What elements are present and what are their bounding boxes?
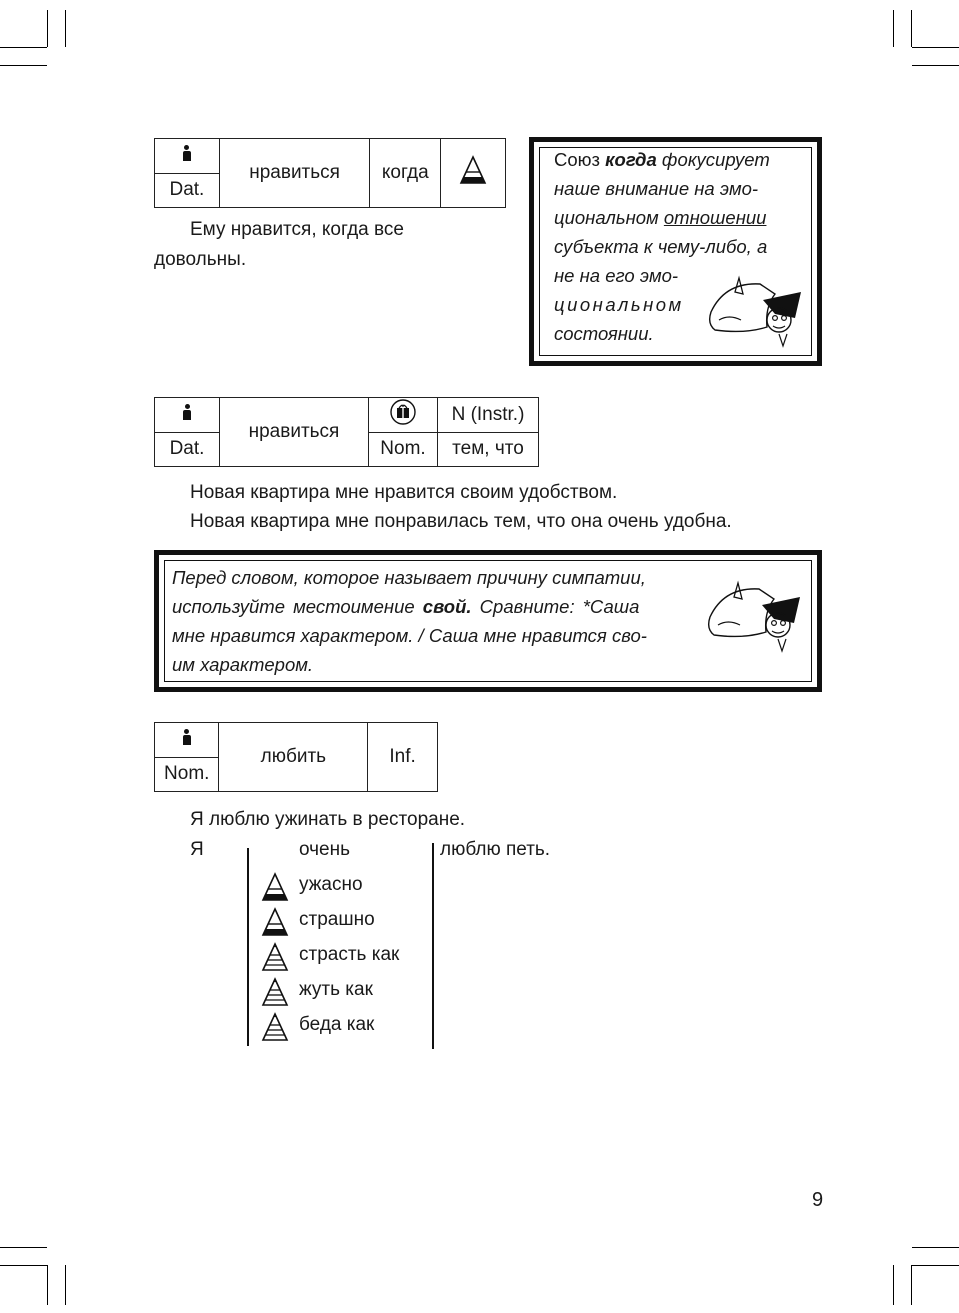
- note-1-keyword: когда: [605, 149, 657, 170]
- person-icon: [183, 404, 191, 420]
- page-number: 9: [812, 1189, 824, 1211]
- note-1-l4: субъекта к чему-либо, а: [554, 236, 768, 257]
- person-icon: [183, 145, 191, 161]
- example-3: Я люблю ужинать в ресторане.: [190, 809, 466, 830]
- note-1-l7: состоянии.: [554, 323, 654, 344]
- crop-mark: [65, 10, 66, 47]
- example-2-line-1: Новая квартира мне нравится своим удобством.: [190, 482, 618, 503]
- note-1-l6: циональном: [554, 294, 684, 315]
- construction-table-1: [154, 138, 506, 208]
- scheme-right-bracket: [432, 843, 434, 1049]
- person-cell: [155, 723, 219, 758]
- adverb-item: страсть как: [299, 944, 400, 965]
- dat-cell: Dat.: [155, 432, 220, 467]
- crop-mark: [0, 1265, 47, 1266]
- crop-mark: [912, 47, 959, 48]
- note-1-l5: не на его эмо-: [554, 265, 679, 286]
- note-1-l3a: циональном: [554, 207, 664, 228]
- verb-cell: нравиться: [219, 139, 370, 208]
- crop-mark: [912, 1265, 959, 1266]
- professor-icon: [704, 577, 804, 657]
- crop-mark: [65, 1265, 66, 1305]
- scheme-left-bracket: [247, 848, 249, 1046]
- emotion-cell: [441, 139, 506, 208]
- note-1-l1c: фокусирует: [656, 149, 770, 170]
- crop-mark: [0, 1247, 47, 1248]
- note-2-text: [172, 563, 696, 679]
- inf-cell: Inf.: [368, 723, 438, 792]
- note-2-l2c: Сравните: *Саша: [471, 596, 640, 617]
- example-1-line-1: Ему нравится, когда все: [190, 219, 404, 240]
- tem-cell: тем, что: [438, 432, 539, 467]
- professor-icon: [705, 272, 805, 352]
- crop-mark: [912, 1247, 959, 1248]
- nom-cell: Nom.: [369, 432, 438, 467]
- crop-mark: [912, 65, 959, 66]
- gift-icon: [390, 399, 416, 425]
- note-1-l3b: отношении: [663, 207, 767, 228]
- crop-mark: [47, 1265, 48, 1305]
- note-2-l4: им характером.: [172, 654, 314, 675]
- adverb-item: жуть как: [299, 979, 373, 1000]
- nom-cell: Nom.: [155, 757, 219, 792]
- emotion-scale-icon-high: [261, 907, 289, 937]
- note-2-l3: мне нравится характером. / Саша мне нравится сво-: [172, 625, 647, 646]
- crop-mark: [893, 1265, 894, 1305]
- emotion-scale-icon: [261, 942, 289, 972]
- crop-mark: [911, 10, 912, 47]
- adverb-item: ужасно: [299, 874, 363, 895]
- adverb-item: беда как: [299, 1014, 375, 1035]
- note-2-l2a: используйте местоимение: [172, 596, 423, 617]
- verb-cell: любить: [219, 723, 368, 792]
- thing-cell: [369, 398, 438, 433]
- adverb-item: страшно: [299, 909, 375, 930]
- scheme-predicate: люблю петь.: [440, 839, 551, 860]
- crop-mark: [0, 65, 47, 66]
- note-2-keyword: свой.: [422, 596, 472, 617]
- emotion-scale-icon: [459, 155, 487, 185]
- emotion-scale-icon: [261, 1012, 289, 1042]
- adverb-item: очень: [299, 839, 351, 860]
- construction-table-3: [154, 722, 438, 792]
- instr-cell: N (Instr.): [438, 398, 539, 433]
- note-2-l1: Перед словом, которое называет причину симпатии,: [172, 567, 646, 588]
- example-2-line-2: Новая квартира мне понравилась тем, что она очень удобна.: [190, 511, 732, 532]
- dat-cell: Dat.: [155, 173, 220, 208]
- scheme-subject: Я: [190, 839, 204, 860]
- emotion-scale-icon: [261, 977, 289, 1007]
- note-1-l2: наше внимание на эмо-: [554, 178, 759, 199]
- crop-mark: [47, 10, 48, 47]
- crop-mark: [893, 10, 894, 47]
- construction-table-2: [154, 397, 539, 467]
- emotion-scale-icon-high: [261, 872, 289, 902]
- person-icon: [183, 729, 191, 745]
- person-cell: [155, 139, 220, 174]
- crop-mark: [911, 1265, 912, 1305]
- example-1-line-2: довольны.: [154, 249, 247, 270]
- note-1-l1a: Союз: [554, 149, 606, 170]
- person-cell: [155, 398, 220, 433]
- verb-cell: нравиться: [220, 398, 369, 467]
- conj-cell: когда: [370, 139, 441, 208]
- crop-mark: [0, 47, 47, 48]
